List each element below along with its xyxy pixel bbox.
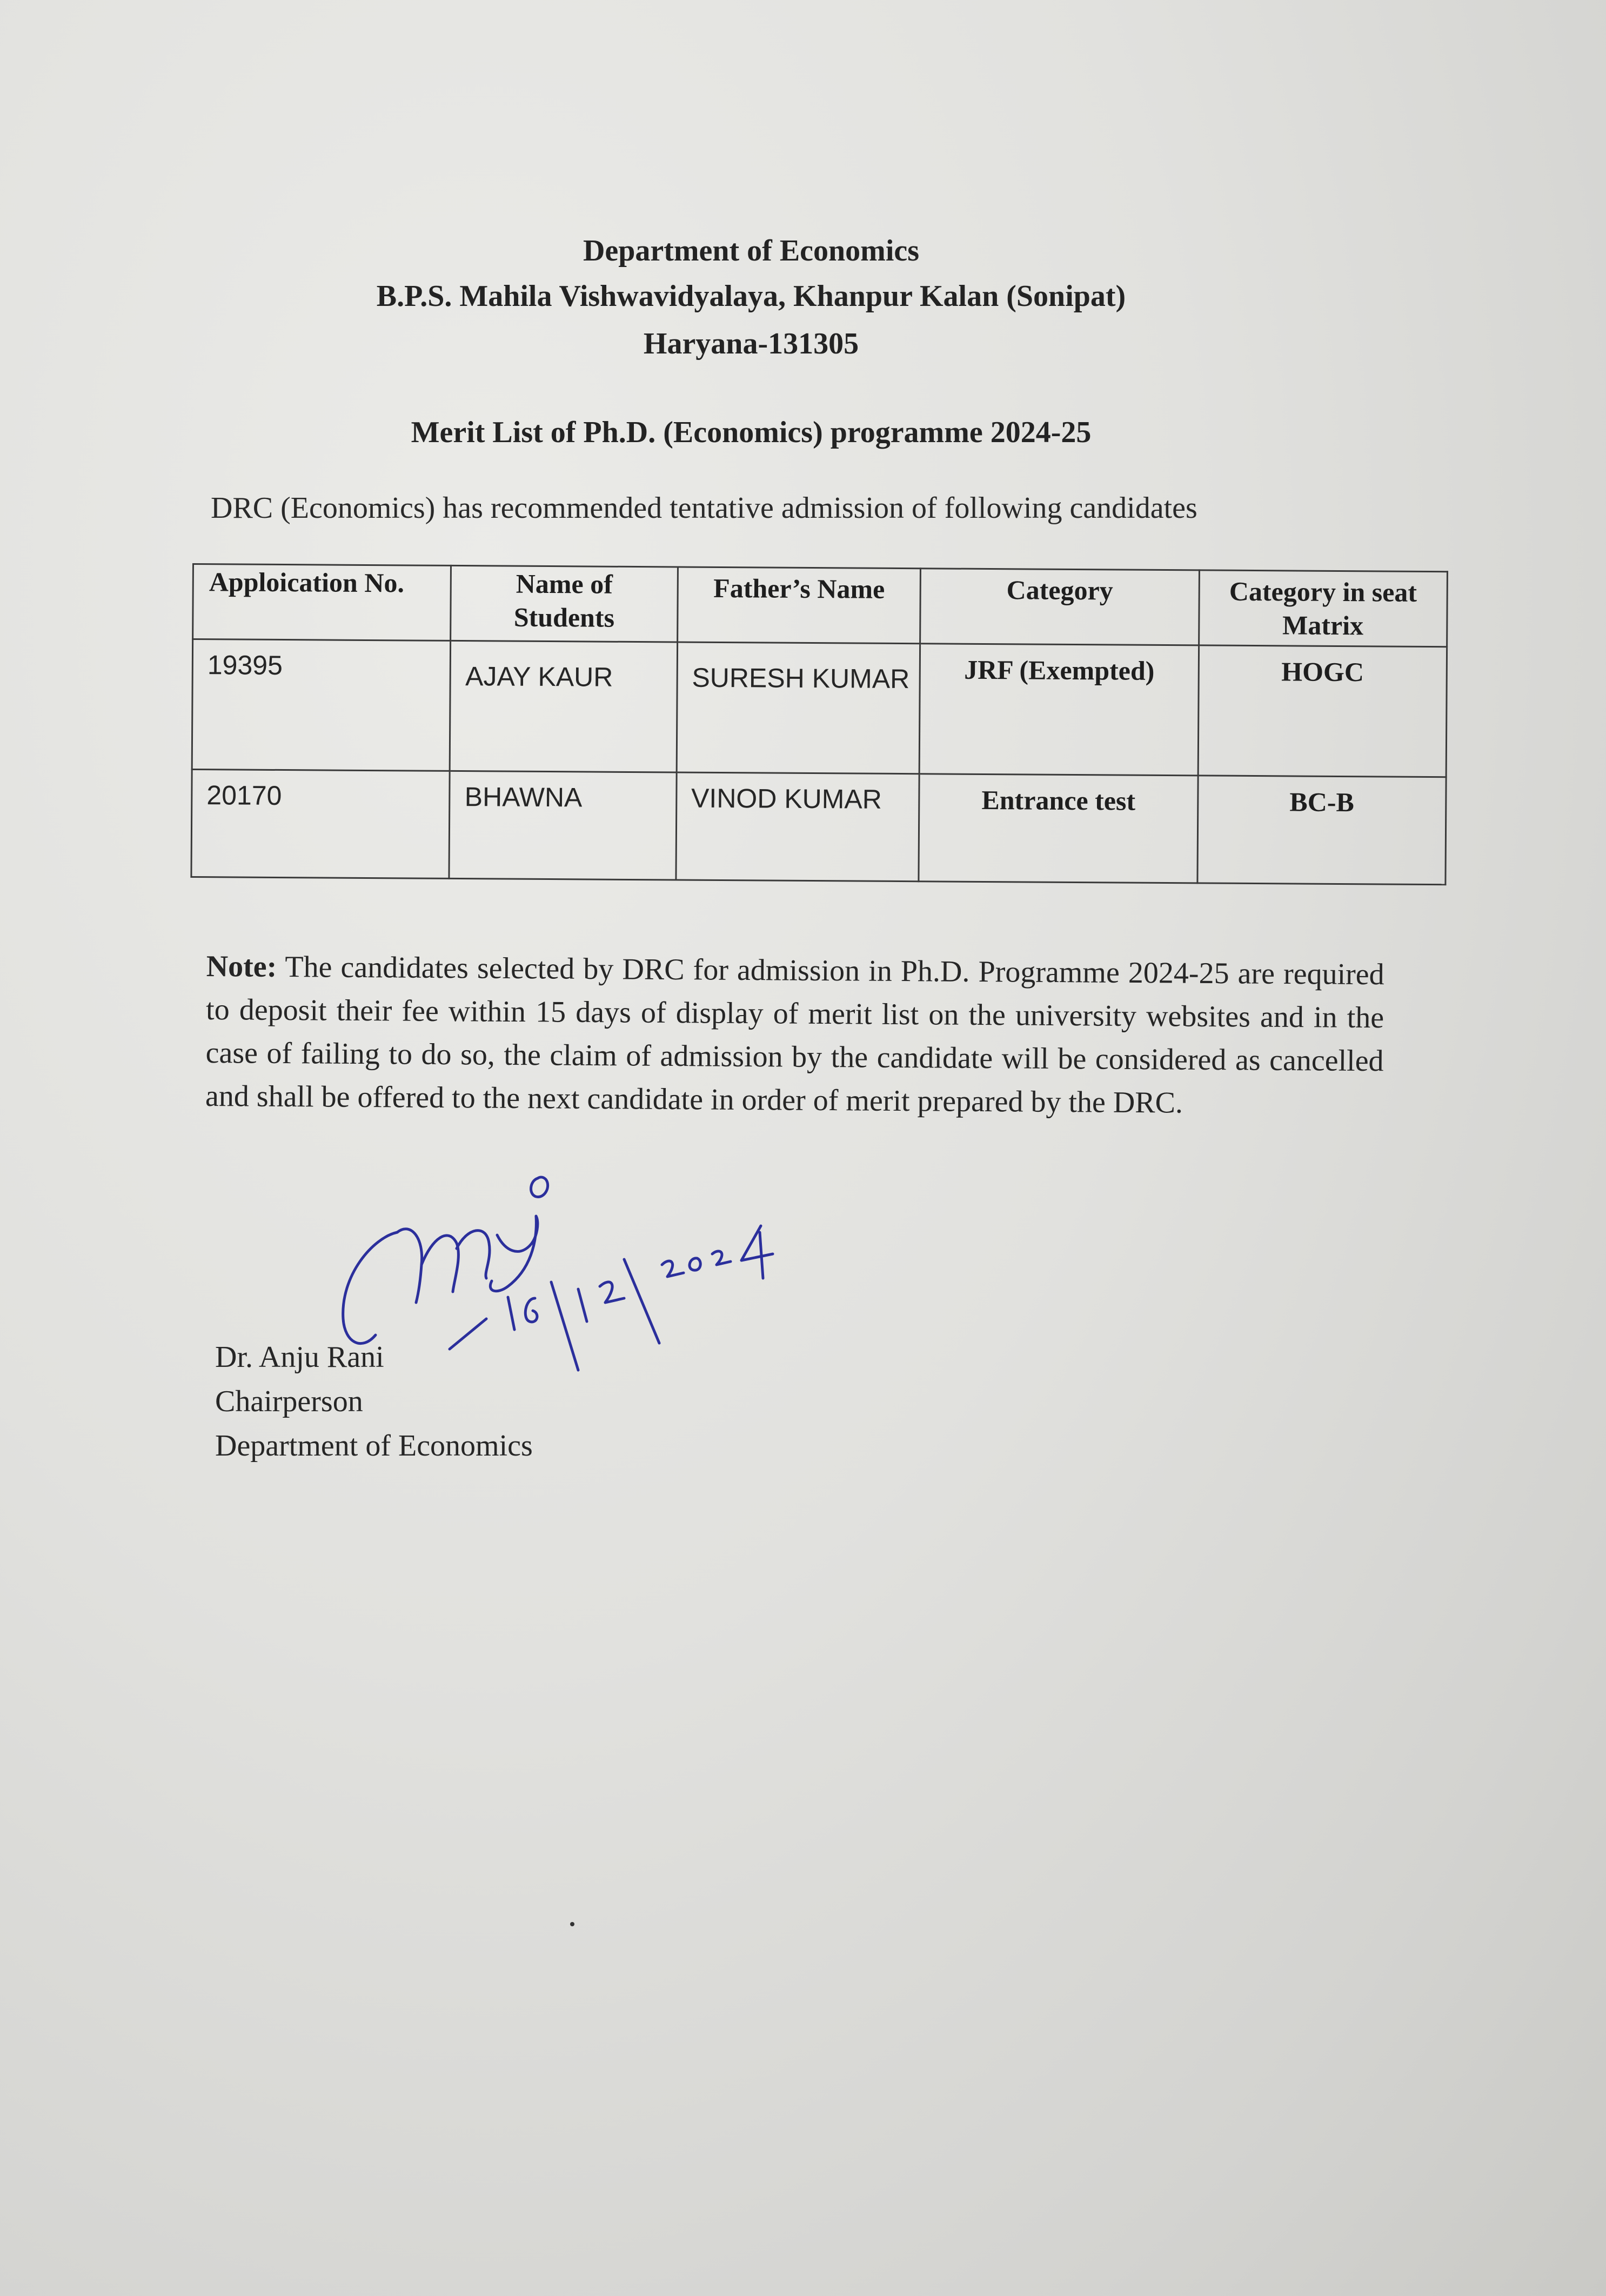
cell-application-no	[192, 639, 451, 771]
table-row	[192, 639, 1447, 777]
department-heading: Department of Economics	[583, 234, 920, 268]
cell-text: Entrance test	[981, 784, 1136, 816]
note-paragraph	[205, 945, 1384, 1126]
signatory-department: Department of Economics	[215, 1429, 533, 1463]
column-header-label: Name of	[516, 568, 613, 599]
column-header-seat-matrix	[1199, 570, 1447, 647]
note-text: The candidates selected by DRC for admission in Ph.D. Programme 2024-25 are required to deposit their fee within 15 days of display of merit list on the university websites and in the case of failing to do so, the claim of admission by the candidate will be considered as cancelled and shall be offered to the next candidate in order of merit prepared by the DRC.	[205, 950, 1384, 1120]
signatory-designation: Chairperson	[215, 1385, 363, 1418]
table-header-row	[193, 564, 1448, 647]
column-header-father-name	[677, 567, 921, 644]
cell-text: VINOD KUMAR	[691, 783, 882, 815]
cell-text: HOGC	[1281, 656, 1364, 688]
cell-category	[919, 774, 1197, 883]
cell-text: 20170	[206, 780, 282, 811]
cell-father-name	[676, 772, 920, 882]
signatory-name: Dr. Anju Rani	[215, 1340, 384, 1374]
cell-category	[920, 644, 1199, 776]
cell-student-name	[450, 640, 678, 772]
signatory-block	[215, 1335, 533, 1468]
state-pincode-heading: Haryana-131305	[643, 327, 859, 361]
cell-text: JRF (Exempted)	[963, 654, 1155, 686]
column-header-category	[920, 569, 1199, 645]
cell-student-name	[449, 771, 677, 880]
cell-text: BHAWNA	[464, 782, 583, 813]
stray-mark	[570, 1922, 574, 1926]
note-label: Note:	[206, 949, 277, 984]
column-header-student-name	[451, 565, 678, 642]
cell-text: SURESH KUMAR	[692, 662, 910, 695]
university-heading: B.P.S. Mahila Vishwavidyalaya, Khanpur Kalan (Sonipat)	[376, 279, 1126, 313]
column-header-label: Category in seat	[1229, 576, 1417, 608]
cell-father-name	[677, 642, 920, 774]
cell-text: AJAY KAUR	[465, 661, 613, 692]
merit-table	[190, 563, 1448, 885]
table-row	[191, 770, 1446, 885]
cell-seat-matrix	[1197, 776, 1446, 885]
merit-list-title: Merit List of Ph.D. (Economics) programme 2024-25	[411, 416, 1092, 449]
column-header-application-no	[193, 564, 451, 641]
column-header-label: Matrix	[1282, 610, 1364, 641]
column-header-label: Category	[1006, 575, 1113, 606]
cell-application-no	[191, 770, 450, 879]
column-header-label: Father’s Name	[713, 572, 885, 604]
intro-text: DRC (Economics) has recommended tentative admission of following candidates	[211, 491, 1197, 525]
cell-text: BC-B	[1289, 786, 1355, 818]
cell-text: 19395	[207, 650, 283, 681]
column-header-label: Apploication No.	[209, 566, 405, 598]
column-header-label: Students	[513, 602, 615, 633]
cell-seat-matrix	[1198, 645, 1447, 777]
